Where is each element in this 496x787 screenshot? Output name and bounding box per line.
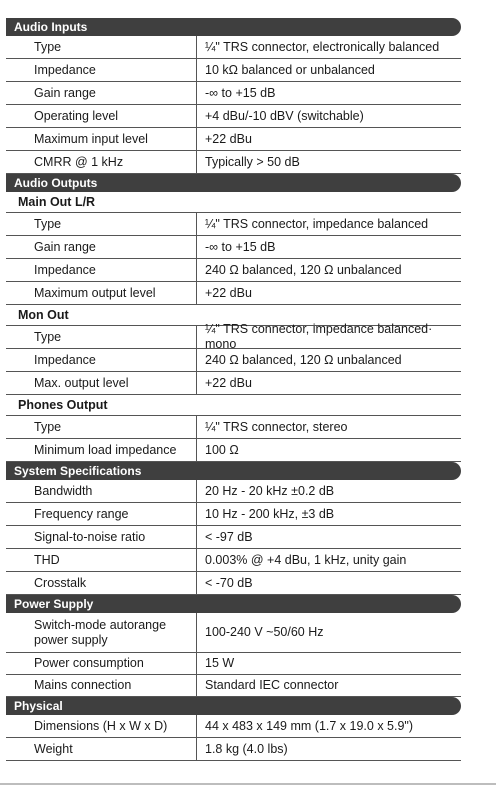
spec-label: Crosstalk [34,575,87,590]
spec-row [6,349,461,372]
spec-row [6,282,461,305]
spec-row [6,675,461,697]
spec-sheet [6,18,461,761]
spec-label: CMRR @ 1 kHz [34,154,124,169]
spec-row [6,128,461,151]
spec-row [6,439,461,462]
spec-row [6,36,461,59]
spec-label: Impedance [34,262,96,277]
section-header: Physical [6,697,461,715]
spec-label: Impedance [34,352,96,367]
section-header: Audio Outputs [6,174,461,192]
spec-value: 10 Hz - 200 kHz, ±3 dB [196,503,461,525]
subsection-title: Main Out L/R [6,192,461,213]
spec-label: Mains connection [34,678,132,692]
spec-label: Type [34,39,62,54]
spec-value: 100-240 V ~50/60 Hz [196,613,461,652]
spec-label: Gain range [34,239,96,254]
spec-value: +4 dBu/-10 dBV (switchable) [196,105,461,127]
spec-row [6,372,461,395]
spec-value: < -97 dB [196,526,461,548]
spec-value: 10 kΩ balanced or unbalanced [196,59,461,81]
spec-row [6,105,461,128]
spec-value: ¼" TRS connector, impedance balanced· mono [196,326,461,348]
spec-row [6,549,461,572]
spec-label: Dimensions (H x W x D) [34,718,168,733]
spec-value: Standard IEC connector [196,675,461,696]
spec-value: +22 dBu [196,372,461,394]
spec-value: +22 dBu [196,282,461,304]
spec-value: 44 x 483 x 149 mm (1.7 x 19.0 x 5.9") [196,715,461,737]
spec-label: Signal-to-noise ratio [34,529,146,544]
spec-value: 100 Ω [196,439,461,461]
section-header: Audio Inputs [6,18,461,36]
bottom-divider [0,783,496,785]
spec-value: 0.003% @ +4 dBu, 1 kHz, unity gain [196,549,461,571]
spec-row [6,322,461,351]
spec-row [6,59,461,82]
spec-label: Minimum load impedance [34,442,177,457]
spec-row [6,480,461,503]
spec-row [6,526,461,549]
spec-label: Type [34,216,62,231]
spec-row [6,738,461,761]
spec-value: 240 Ω balanced, 120 Ω unbalanced [196,259,461,281]
spec-value: 15 W [196,653,461,674]
spec-value: ¼" TRS connector, electronically balanced [196,36,461,58]
spec-row [6,572,461,595]
spec-label: Switch-mode autorange power supply [34,617,167,647]
spec-value: -∞ to +15 dB [196,82,461,104]
spec-label: Weight [34,741,73,756]
spec-row [6,613,461,653]
spec-row [6,213,461,236]
section-header: System Specifications [6,462,461,480]
spec-value: < -70 dB [196,572,461,594]
spec-label: Maximum input level [34,131,148,146]
spec-value: 240 Ω balanced, 120 Ω unbalanced [196,349,461,371]
spec-value: 1.8 kg (4.0 lbs) [196,738,461,760]
spec-label: Bandwidth [34,483,93,498]
spec-label: Type [34,329,62,344]
spec-label: Type [34,419,62,434]
spec-value: -∞ to +15 dB [196,236,461,258]
spec-row [6,151,461,174]
spec-row [6,653,461,675]
spec-row [6,259,461,282]
spec-row [6,416,461,439]
spec-value: +22 dBu [196,128,461,150]
spec-value: Typically > 50 dB [196,151,461,173]
spec-label: Gain range [34,85,96,100]
spec-value: ¼" TRS connector, stereo [196,416,461,438]
spec-value: 20 Hz - 20 kHz ±0.2 dB [196,480,461,502]
spec-label: THD [34,552,60,567]
spec-label: Impedance [34,62,96,77]
spec-value: ¼" TRS connector, impedance balanced [196,213,461,235]
spec-row [6,503,461,526]
subsection-title: Phones Output [6,395,461,416]
spec-row [6,82,461,105]
spec-label: Operating level [34,108,119,123]
spec-label: Max. output level [34,375,129,390]
section-header: Power Supply [6,595,461,613]
spec-row [6,715,461,738]
spec-label: Maximum output level [34,285,156,300]
subsection-title: Mon Out [6,305,461,326]
spec-label: Frequency range [34,506,129,521]
spec-label: Power consumption [34,656,144,670]
spec-row [6,236,461,259]
